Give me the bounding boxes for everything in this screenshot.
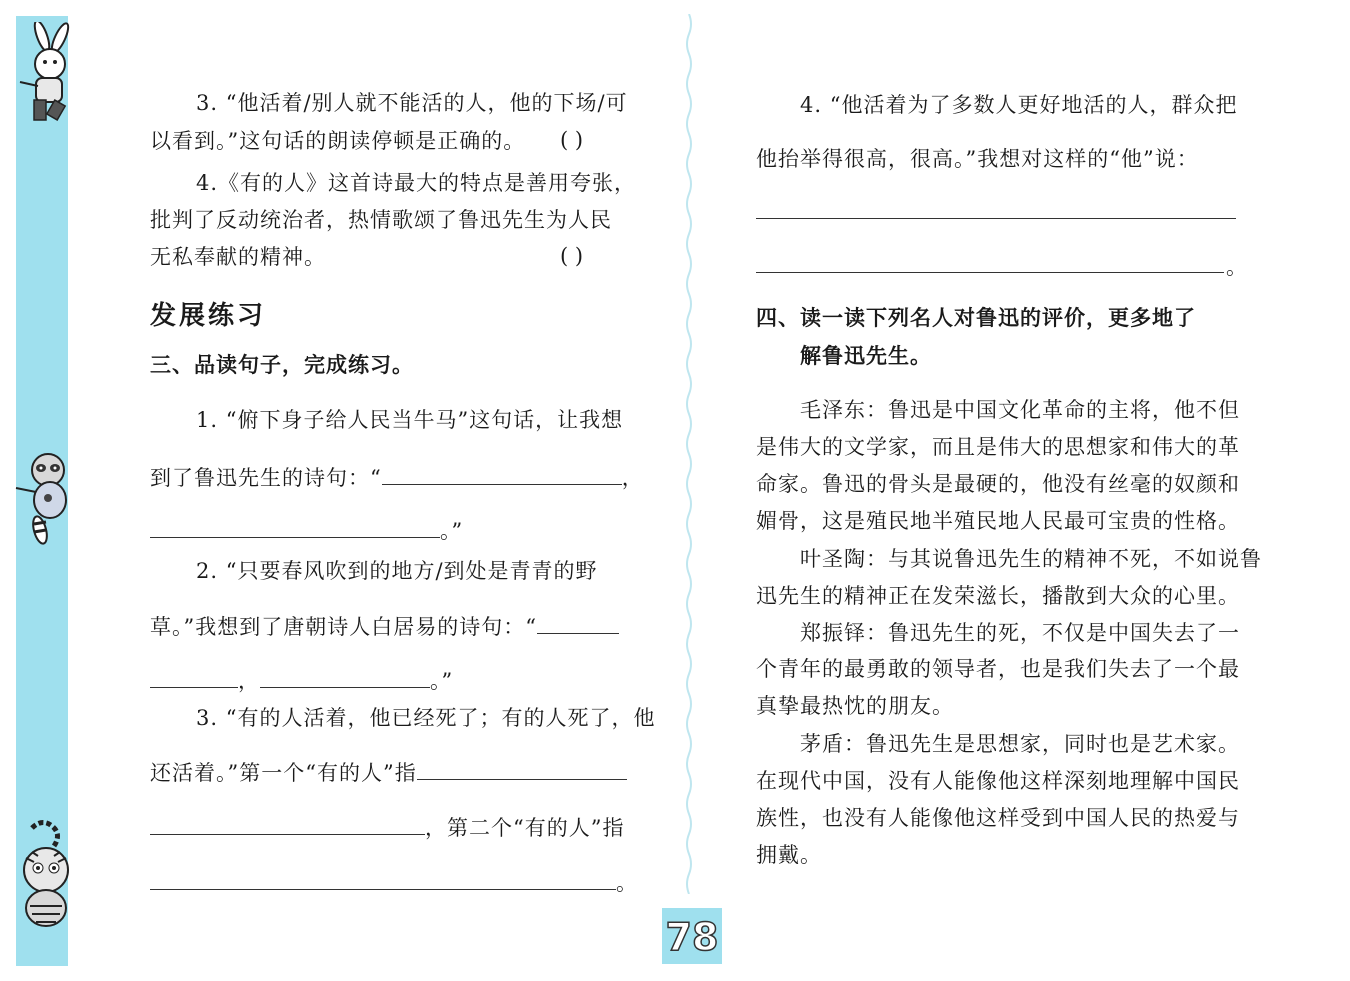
tiger-mascot-icon bbox=[12, 818, 84, 938]
answer-blank[interactable] bbox=[150, 519, 440, 538]
answer-blank[interactable] bbox=[150, 871, 616, 890]
s1-line1: 1. “俯下身子给人民当牛马”这句话，让我想 bbox=[196, 408, 624, 432]
rabbit-mascot-icon bbox=[12, 22, 82, 132]
judge-q3-line1: 3. “他活着/别人就不能活的人，他的下场/可 bbox=[196, 91, 628, 115]
judge-q4-line1: 4.《有的人》这首诗最大的特点是善用夸张， bbox=[196, 171, 637, 195]
comma: ， bbox=[621, 466, 644, 490]
s3-line2 bbox=[150, 760, 627, 786]
comma: ， bbox=[238, 669, 260, 693]
zheng-quote-line3: 真挚最热忱的朋友。 bbox=[756, 694, 954, 718]
mao-quote-line3: 命家。鲁迅的骨头是最硬的，他没有丝毫的奴颜和 bbox=[756, 472, 1240, 496]
maodun-quote-line4: 拥戴。 bbox=[756, 843, 822, 867]
s3-line4 bbox=[150, 870, 638, 896]
answer-paren-q3[interactable]: ( ) bbox=[560, 128, 584, 152]
s1-prompt: 到了鲁迅先生的诗句：“ bbox=[150, 466, 382, 490]
mao-quote-line2: 是伟大的文学家，而且是伟大的思想家和伟大的革 bbox=[756, 435, 1240, 459]
answer-paren-q4[interactable]: ( ) bbox=[560, 244, 584, 268]
s3-line3 bbox=[150, 815, 624, 841]
ye-quote-line2: 迅先生的精神正在发荣滋长，播散到大众的心里。 bbox=[756, 584, 1240, 608]
period: 。 bbox=[616, 871, 638, 895]
s2-line2 bbox=[150, 614, 619, 640]
part4-title-line1: 四、读一读下列名人对鲁迅的评价，更多地了 bbox=[756, 306, 1196, 330]
answer-blank[interactable] bbox=[417, 761, 627, 780]
s2-prompt: 草。”我想到了唐朝诗人白居易的诗句：“ bbox=[150, 615, 537, 639]
judge-q4-line2: 批判了反动统治者，热情歌颂了鲁迅先生为人民 bbox=[150, 208, 612, 232]
s3-prompt-second: ，第二个“有的人”指 bbox=[425, 816, 625, 840]
right-q4-line1: 4. “他活着为了多数人更好地活的人，群众把 bbox=[800, 93, 1238, 117]
part3-title: 三、品读句子，完成练习。 bbox=[150, 353, 414, 377]
s3-prompt: 还活着。”第一个“有的人”指 bbox=[150, 761, 417, 785]
center-divider bbox=[684, 14, 694, 894]
answer-blank[interactable] bbox=[382, 466, 622, 485]
answer-line[interactable] bbox=[756, 272, 1224, 273]
period: 。 bbox=[1226, 255, 1248, 279]
judge-q4-line3: 无私奉献的精神。 bbox=[150, 245, 326, 269]
zheng-quote-line2: 个青年的最勇敢的领导者，也是我们失去了一个最 bbox=[756, 657, 1240, 681]
end-quote: 。” bbox=[430, 669, 454, 693]
mao-quote-line1: 毛泽东：鲁迅是中国文化革命的主将，他不但 bbox=[800, 398, 1240, 422]
maodun-quote-line3: 族性，也没有人能像他这样受到中国人民的热爱与 bbox=[756, 806, 1240, 830]
ye-quote-line1: 叶圣陶：与其说鲁迅先生的精神不死，不如说鲁 bbox=[800, 547, 1262, 571]
answer-blank[interactable] bbox=[537, 615, 619, 634]
s2-line1: 2. “只要春风吹到的地方/到处是青青的野 bbox=[196, 559, 598, 583]
maodun-quote-line2: 在现代中国，没有人能像他这样深刻地理解中国民 bbox=[756, 769, 1240, 793]
right-q4-line2: 他抬举得很高，很高。”我想对这样的“他”说： bbox=[756, 147, 1199, 171]
mao-quote-line4: 媚骨，这是殖民地半殖民地人民最可宝贵的性格。 bbox=[756, 509, 1240, 533]
s1-line3 bbox=[150, 518, 463, 544]
s3-line1: 3. “有的人活着，他已经死了；有的人死了，他 bbox=[196, 706, 656, 730]
answer-blank[interactable] bbox=[150, 669, 238, 688]
page-number: 78 bbox=[662, 908, 722, 964]
answer-blank[interactable] bbox=[260, 669, 430, 688]
raccoon-mascot-icon bbox=[12, 448, 84, 548]
s1-line2 bbox=[150, 465, 644, 491]
part4-title-line2: 解鲁迅先生。 bbox=[800, 344, 932, 368]
end-quote: 。” bbox=[440, 519, 464, 543]
answer-blank[interactable] bbox=[150, 816, 425, 835]
judge-q3-line2: 以看到。”这句话的朗读停顿是正确的。 bbox=[150, 129, 526, 153]
section-title: 发展练习 bbox=[150, 301, 267, 331]
s2-line3 bbox=[150, 668, 453, 694]
answer-line[interactable] bbox=[756, 218, 1236, 219]
maodun-quote-line1: 茅盾：鲁迅先生是思想家，同时也是艺术家。 bbox=[800, 732, 1240, 756]
zheng-quote-line1: 郑振铎：鲁迅先生的死，不仅是中国失去了一 bbox=[800, 621, 1240, 645]
